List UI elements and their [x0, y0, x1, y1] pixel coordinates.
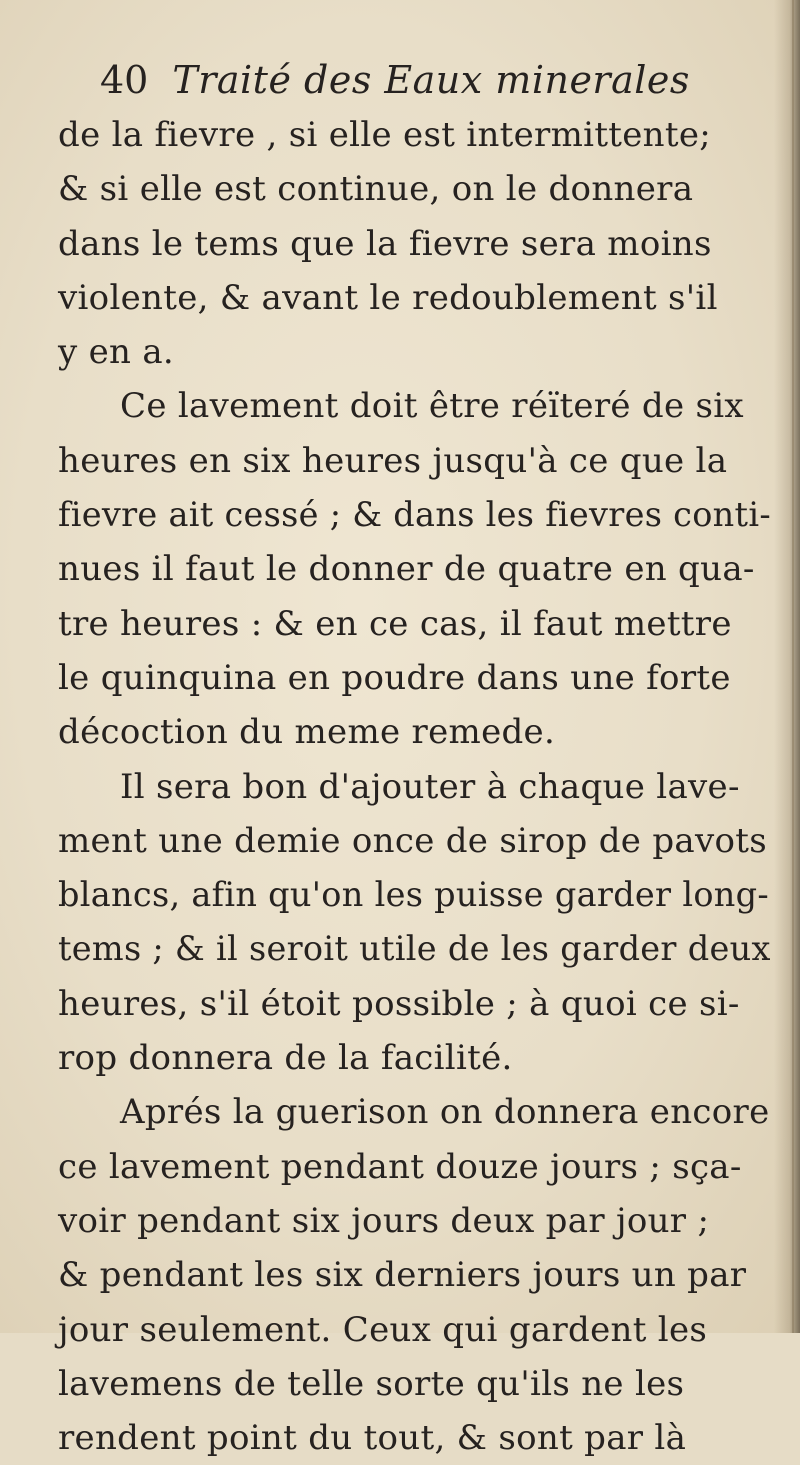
page-gutter-edge — [792, 0, 794, 1333]
text-line: rop donnera de la facilité. — [58, 1038, 513, 1079]
text-line: ce lavement pendant douze jours ; sça- — [58, 1146, 742, 1187]
running-head — [100, 58, 700, 114]
text-line: blancs, afin qu'on les puisse garder long- — [58, 875, 770, 915]
text-line: le quinquina en poudre dans une forte — [58, 657, 731, 698]
text-line: jour seulement. Ceux qui gardent les — [58, 1309, 708, 1350]
text-line: heures en six heures jusqu'à ce que la — [58, 440, 728, 481]
text-line: lavemens de telle sorte qu'ils ne les — [58, 1363, 685, 1404]
running-title: Traité des Eaux minerales — [172, 58, 690, 102]
text-line: rendent point du tout, & sont par là — [58, 1418, 687, 1459]
text-line: Il sera bon d'ajouter à chaque lave- — [120, 766, 740, 807]
text-line: dans le tems que la fievre sera moins — [58, 223, 712, 264]
text-line: fievre ait cessé ; & dans les fievres conti- — [58, 495, 771, 535]
text-line: voir pendant six jours deux par jour ; — [58, 1200, 710, 1241]
text-line: ment une demie once de sirop de pavots — [58, 820, 767, 861]
text-line: tems ; & il seroit utile de les garder deux — [58, 929, 771, 969]
text-line: y en a. — [58, 332, 175, 373]
page-number: 40 — [100, 58, 149, 102]
text-line: & pendant les six derniers jours un par — [58, 1255, 747, 1296]
text-line: heures, s'il étoit possible ; à quoi ce si- — [58, 983, 740, 1024]
text-line: de la fievre , si elle est intermittente; — [58, 115, 712, 155]
text-line: Ce lavement doit être réïteré de six — [120, 386, 744, 427]
body-text — [58, 108, 778, 1465]
text-line: nues il faut le donner de quatre en qua- — [58, 549, 755, 590]
text-line: & si elle est continue, on le donnera — [58, 169, 694, 210]
text-line: tre heures : & en ce cas, il faut mettre — [58, 603, 732, 644]
text-line: violente, & avant le redoublement s'il — [58, 277, 718, 318]
text-line: Aprés la guerison on donnera encore — [120, 1092, 770, 1133]
text-line: décoction du meme remede. — [58, 712, 556, 753]
